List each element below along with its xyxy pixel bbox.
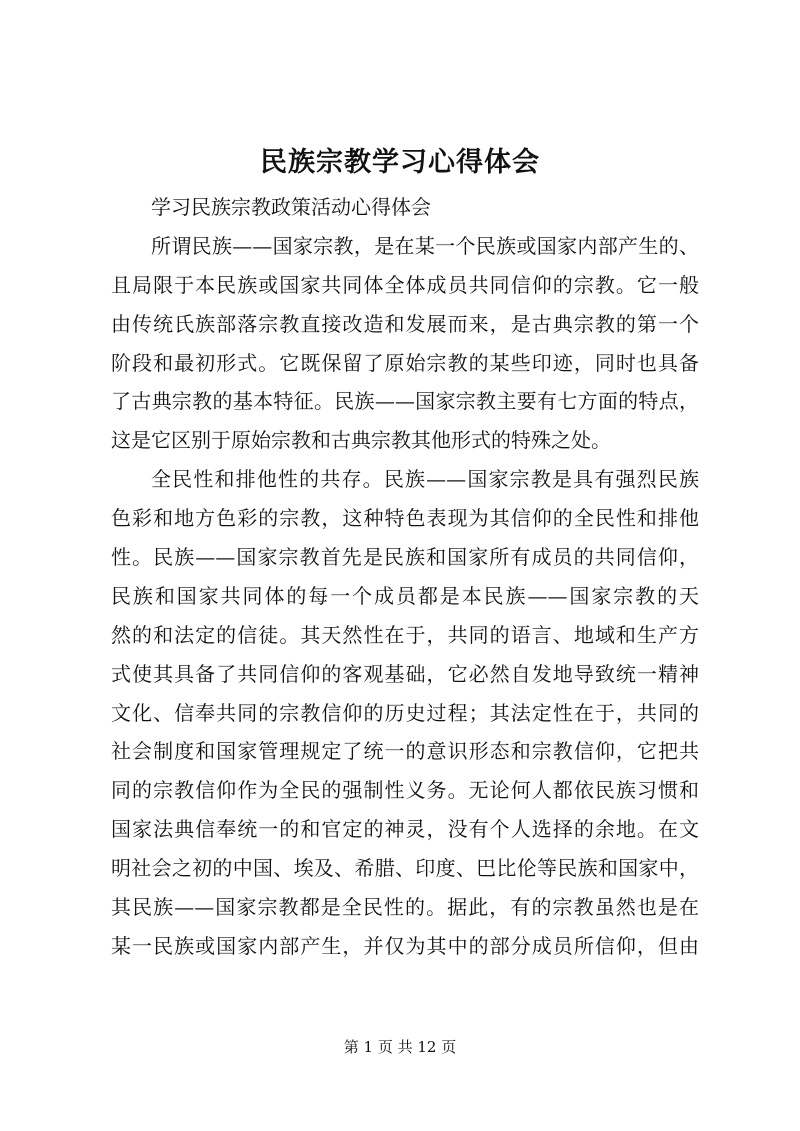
text-line: 文化、信奉共同的宗教信仰的历史过程；其法定性在于，共同的: [111, 700, 699, 725]
text-line: 全民性和排他性的共存。民族——国家宗教是具有强烈民族: [151, 467, 699, 492]
text-line: 且局限于本民族或国家共同体全体成员共同信仰的宗教。它一般: [111, 272, 699, 297]
text-line: 式使其具备了共同信仰的客观基础，它必然自发地导致统一精神: [111, 661, 699, 686]
text-line: 同的宗教信仰作为全民的强制性义务。无论何人都依民族习惯和: [111, 778, 699, 803]
text-line: 某一民族或国家内部产生，并仅为其中的部分成员所信仰，但由: [111, 933, 699, 958]
document-title: 民族宗教学习心得体会: [260, 147, 540, 178]
text-line: 色彩和地方色彩的宗教，这种特色表现为其信仰的全民性和排他: [111, 506, 699, 531]
text-line: 社会制度和国家管理规定了统一的意识形态和宗教信仰，它把共: [111, 739, 699, 764]
text-line: 阶段和最初形式。它既保留了原始宗教的某些印迹，同时也具备: [111, 350, 699, 375]
text-line: 明社会之初的中国、埃及、希腊、印度、巴比伦等民族和国家中，: [111, 856, 699, 881]
document-body: [111, 188, 699, 966]
page-number-footer: 第 1 页 共 12 页: [343, 1038, 457, 1056]
text-line: 所谓民族——国家宗教，是在某一个民族或国家内部产生的、: [151, 233, 699, 258]
text-line: 国家法典信奉统一的和官定的神灵，没有个人选择的余地。在文: [111, 817, 699, 842]
paragraph-subtitle: [111, 188, 699, 227]
text-line: 性。民族——国家宗教首先是民族和国家所有成员的共同信仰，: [111, 545, 699, 570]
text-line: 由传统氏族部落宗教直接改造和发展而来，是古典宗教的第一个: [111, 311, 699, 336]
text-line: 这是它区别于原始宗教和古典宗教其他形式的特殊之处。: [111, 428, 611, 453]
text-line: 其民族——国家宗教都是全民性的。据此，有的宗教虽然也是在: [111, 895, 699, 920]
text-line: 然的和法定的信徒。其天然性在于，共同的语言、地域和生产方: [111, 622, 699, 647]
paragraph: [111, 460, 699, 966]
text-line: 民族和国家共同体的每一个成员都是本民族——国家宗教的天: [111, 583, 699, 608]
text-line: 了古典宗教的基本特征。民族——国家宗教主要有七方面的特点，: [111, 389, 699, 414]
paragraph: [111, 227, 699, 460]
text-line: 学习民族宗教政策活动心得体会: [151, 195, 431, 219]
